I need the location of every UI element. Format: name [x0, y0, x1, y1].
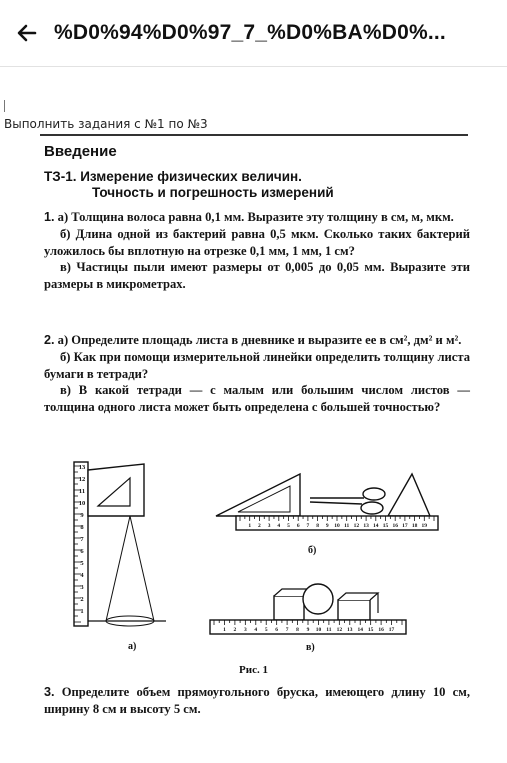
ruler-number: 2 — [258, 523, 261, 529]
app-bar — [0, 0, 507, 67]
figure-label-b: б) — [308, 545, 317, 556]
task-2-number: 2. — [44, 333, 55, 347]
task-2-v: в) В какой тетради — с малым или большим числом листов — толщина одного листа может быть определена с большей точностью? — [44, 383, 470, 415]
section-title: Введение — [44, 143, 117, 160]
ruler-number: 2 — [80, 596, 84, 603]
ruler-number: 5 — [264, 627, 268, 633]
task-2 — [44, 332, 470, 416]
task-3-text: Определите объем прямоугольного бруска, имеющего длину 10 см, ширину 8 см и высоту 5 см. — [44, 685, 470, 716]
task-3-number: 3. — [44, 685, 55, 699]
ruler-number: 13 — [363, 523, 369, 529]
cone — [106, 516, 154, 626]
task-3 — [44, 684, 470, 718]
ruler-number: 19 — [421, 523, 428, 529]
vertical-ruler — [74, 462, 88, 626]
arrow-left-icon — [15, 21, 39, 45]
ruler-number: 9 — [306, 627, 310, 633]
ruler-number: 4 — [80, 572, 84, 579]
figure-a — [74, 462, 166, 652]
ruler-number: 6 — [296, 523, 300, 529]
task-1-number: 1. — [44, 210, 55, 224]
document-page — [0, 134, 507, 763]
ruler-number: 8 — [80, 524, 84, 531]
document-title: %D0%94%D0%97_7_%D0%BA%D0%... — [54, 21, 446, 44]
ruler-number: 11 — [344, 523, 350, 529]
ruler-number: 7 — [285, 627, 289, 633]
ruler-number: 9 — [80, 512, 84, 519]
ruler-number: 14 — [357, 627, 363, 633]
ruler-number: 12 — [353, 523, 360, 529]
figure-caption: Рис. 1 — [239, 664, 268, 676]
ruler-number: 10 — [78, 500, 86, 507]
figure-1 — [70, 456, 450, 661]
ruler-number: 4 — [254, 627, 258, 633]
ruler-number: 15 — [367, 627, 374, 633]
figure-b — [216, 474, 438, 556]
ruler-number: 9 — [325, 523, 329, 529]
ruler-number: 8 — [316, 523, 319, 529]
test-heading-line1: ТЗ-1. Измерение физических величин. — [44, 169, 302, 184]
set-square — [88, 464, 144, 516]
top-rule — [40, 134, 468, 136]
ruler-number: 13 — [347, 627, 353, 633]
horizontal-ruler-v — [210, 620, 406, 634]
ruler-number: 15 — [382, 523, 389, 529]
ruler-number: 1 — [223, 627, 226, 633]
horizontal-ruler-b — [236, 516, 438, 530]
test-heading-line2: Точность и погрешность измерений — [92, 185, 334, 200]
ruler-number: 16 — [378, 627, 384, 633]
task-1-b: б) Длина одной из бактерий равна 0,5 мкм. Сколько таких бактерий уложилось бы вплотную на отрезке 0,1 мм, 1 мм, 1 см? — [44, 226, 470, 258]
figure-label-a: а) — [128, 641, 137, 652]
text-cursor — [4, 100, 5, 112]
task-2-a: а) Определите площадь листа в дневнике и выразите ее в см², дм² и м². — [57, 333, 462, 347]
ruler-number: 4 — [277, 523, 281, 529]
ruler-number: 2 — [233, 627, 237, 633]
task-caption: Выполнить задания с №1 по №3 — [4, 117, 208, 131]
ruler-number: 1 — [248, 523, 252, 529]
ruler-number: 7 — [306, 523, 310, 529]
ruler-number: 3 — [80, 584, 84, 591]
ruler-number: 5 — [80, 560, 84, 567]
figure-v — [210, 584, 406, 653]
ruler-number: 3 — [243, 627, 247, 633]
ruler-number: 11 — [326, 627, 332, 633]
ruler-number: 7 — [80, 536, 84, 543]
task-2-b: б) Как при помощи измерительной линейки определить толщину листа бумаги в тетради? — [44, 349, 470, 381]
task-1 — [44, 209, 470, 293]
ruler-number: 5 — [287, 523, 290, 529]
back-button[interactable] — [0, 0, 54, 66]
ruler-number: 6 — [275, 627, 279, 633]
task-1-v: в) Частицы пыли имеют размеры от 0,005 до 0,05 мм. Выразите эти размеры в микрометрах. — [44, 260, 470, 292]
task-1-a: а) Толщина волоса равна 0,1 мм. Выразите эту толщину в см, м, мкм. — [57, 210, 454, 224]
ruler-number: 12 — [78, 476, 86, 483]
ruler-number: 3 — [267, 523, 271, 529]
scissors-icon — [310, 488, 385, 514]
test-heading — [44, 169, 474, 201]
figure-label-v: в) — [306, 642, 315, 653]
ruler-number: 17 — [402, 523, 408, 529]
ruler-number: 17 — [388, 627, 395, 633]
ruler-number: 14 — [373, 523, 379, 529]
ruler-number: 18 — [411, 523, 418, 529]
ruler-number: 10 — [315, 627, 322, 633]
ruler-number: 12 — [336, 627, 343, 633]
ruler-number: 10 — [334, 523, 340, 529]
ruler-number: 11 — [78, 488, 86, 495]
ruler-number: 6 — [80, 548, 84, 555]
ruler-number: 16 — [392, 523, 398, 529]
ruler-number: 1 — [80, 608, 84, 615]
ruler-number: 8 — [296, 627, 299, 633]
ruler-number: 13 — [78, 464, 86, 471]
